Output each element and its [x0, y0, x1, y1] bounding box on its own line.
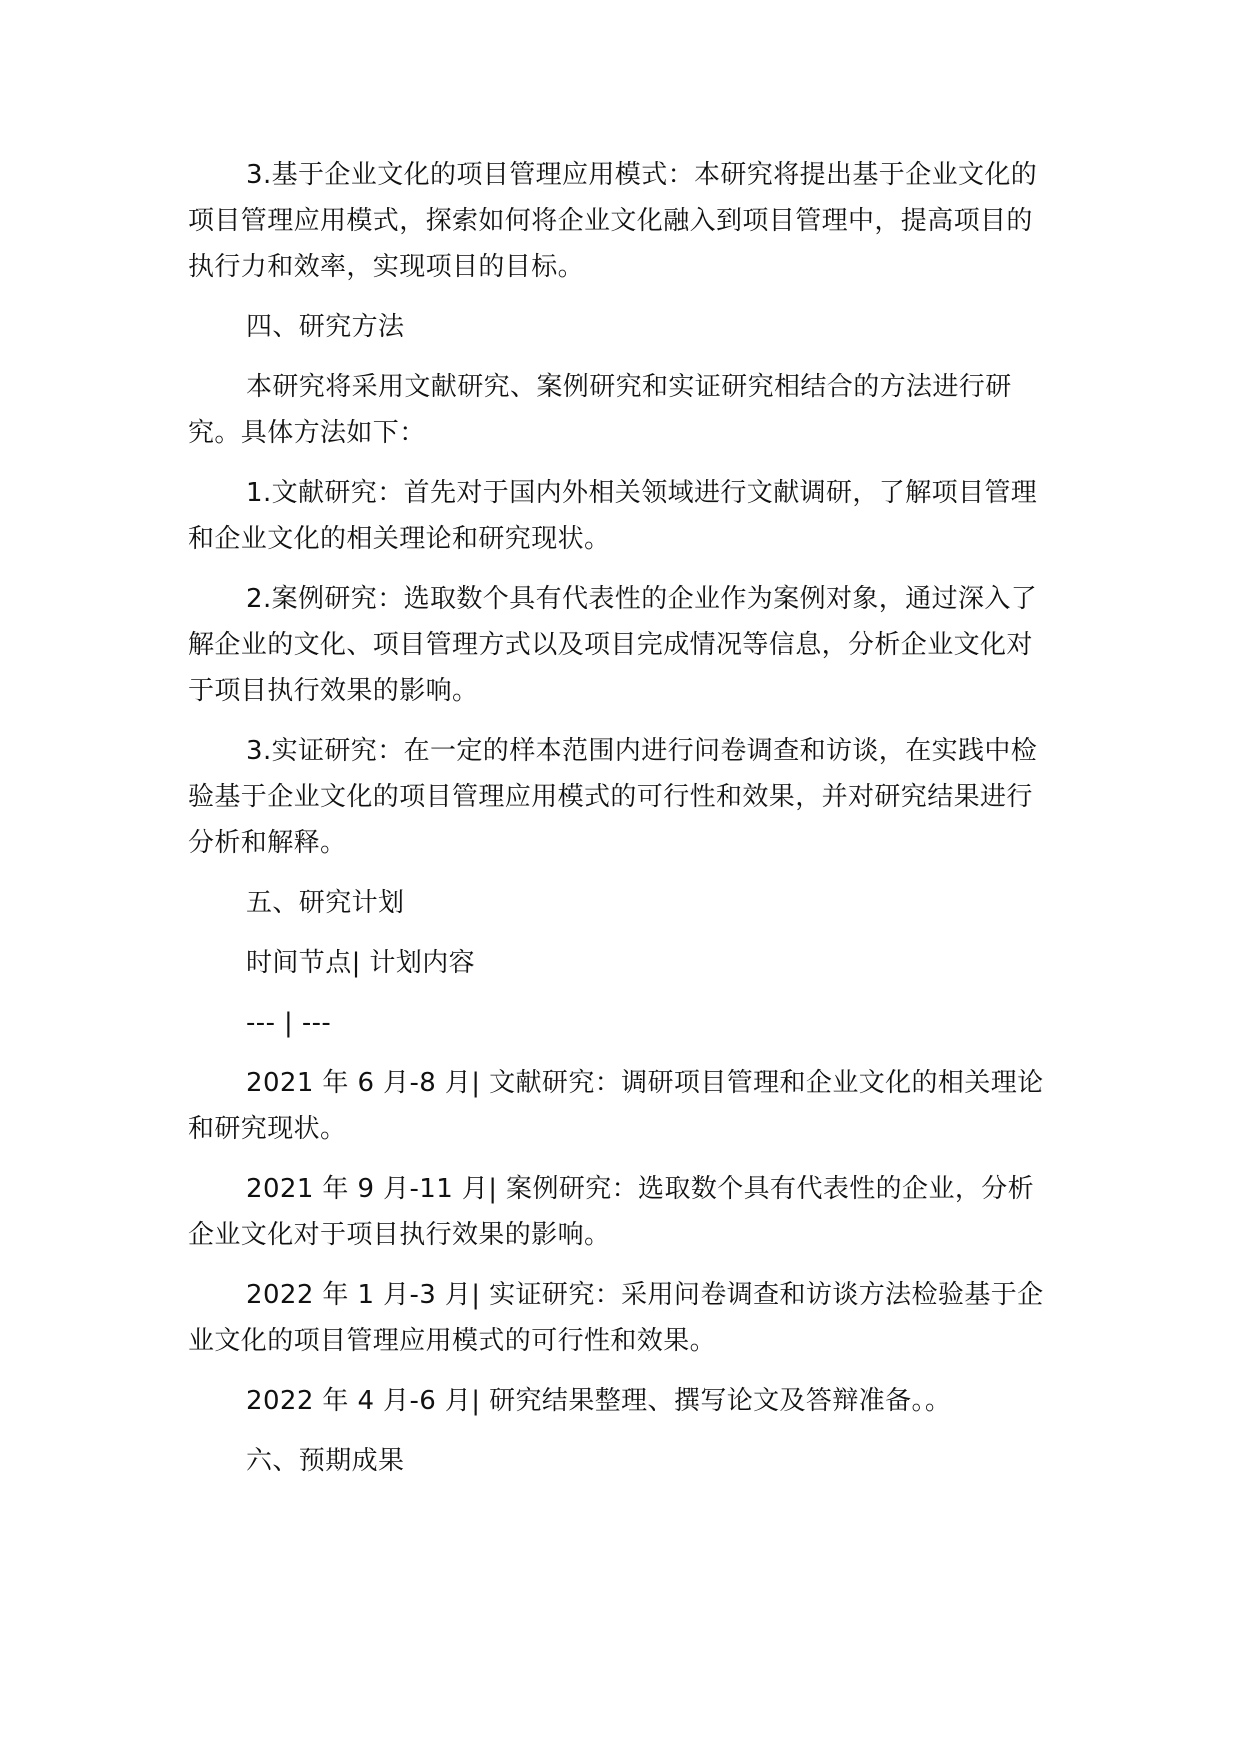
paragraph-empirical-research: 3.实证研究：在一定的样本范围内进行问卷调查和访谈，在实践中检验基于企业文化的项目管理应用模式的可行性和效果，并对研究结果进行分析和解释。 [188, 736, 1038, 858]
plan-row-2022-jan-mar: 2022 年 1 月-3 月| 实证研究：采用问卷调查和访谈方法检验基于企业文化的项目管理应用模式的可行性和效果。 [188, 1280, 1044, 1356]
paragraph-methods-intro: 本研究将采用文献研究、案例研究和实证研究相结合的方法进行研究。具体方法如下： [188, 372, 1012, 448]
plan-table-separator: --- | --- [246, 1008, 332, 1038]
plan-row-2021-jun-aug: 2021 年 6 月-8 月| 文献研究：调研项目管理和企业文化的相关理论和研究现状。 [188, 1068, 1044, 1144]
plan-row-2022-apr-jun: 2022 年 4 月-6 月| 研究结果整理、撰写论文及答辩准备。。 [246, 1386, 952, 1416]
document-body [188, 152, 1050, 1498]
heading-expected-results: 六、预期成果 [246, 1446, 405, 1476]
paragraph-application-model: 3.基于企业文化的项目管理应用模式：本研究将提出基于企业文化的项目管理应用模式，探索如何将企业文化融入到项目管理中，提高项目的执行力和效率，实现项目的目标。 [188, 160, 1038, 282]
heading-research-methods: 四、研究方法 [246, 312, 405, 342]
heading-research-plan: 五、研究计划 [246, 888, 405, 918]
plan-row-2021-sep-nov: 2021 年 9 月-11 月| 案例研究：选取数个具有代表性的企业，分析企业文化对于项目执行效果的影响。 [188, 1174, 1035, 1250]
paragraph-literature-research: 1.文献研究：首先对于国内外相关领域进行文献调研，了解项目管理和企业文化的相关理论和研究现状。 [188, 478, 1038, 554]
plan-table-header: 时间节点| 计划内容 [246, 948, 476, 978]
paragraph-case-research: 2.案例研究：选取数个具有代表性的企业作为案例对象，通过深入了解企业的文化、项目管理方式以及项目完成情况等信息，分析企业文化对于项目执行效果的影响。 [188, 584, 1038, 706]
